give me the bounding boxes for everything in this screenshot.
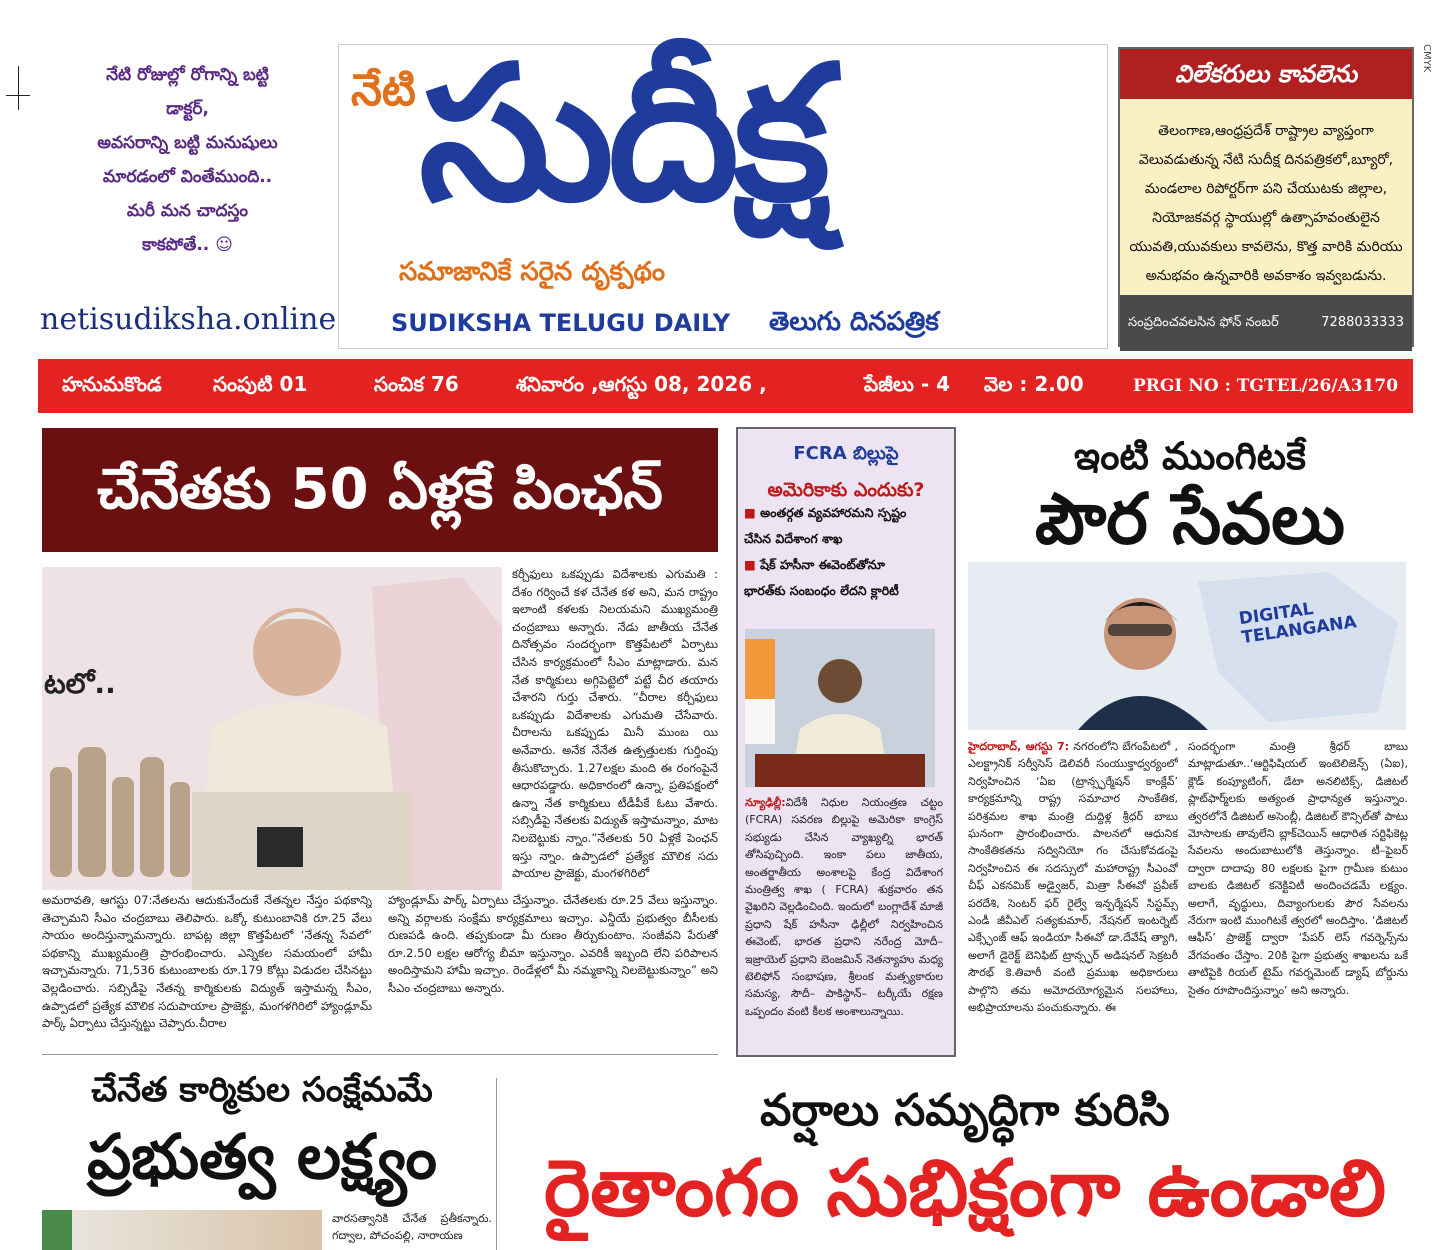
fcra-body: న్యూఢిల్లీ:విదేశీ నిధుల నియంత్రణ చట్టం (FCRA) సవరణ బిల్లుపై అమెరికా కాంగ్రెస్ సభ్యుడు చేసిన వ్యాఖ్యల్ని భారత్ తోసిపుచ్చింది. ఇంకా పలు జాతీయ, అంతర్జాతీయ అంశాలపై కేంద్ర విదేశాంగ మంత్రిత్వ శాఖ ( FCRA) శుక్రవారం తన వైఖరిని వెల్లడించింది. ఇందులో బంగ్లాదేశ్ మాజీ ప్రధాని షేక్ హసీనా ఢిల్లీలో నిర్వహించిన ఈవెంట్, భారత ప్రధాని నరేంద్ర మోదీ– ఇజ్రాయెల్ ప్రధాని బెంజమిన్ నెతన్యాహు మధ్య టెలిఫోన్ సంభాషణ, శ్రీలంక మత్స్యకారుల సమస్య, సౌదీ– పాకిస్థాన్– టర్కీయే రక్షణ ఒప్పందం వంటి కీలక అంశాలున్నాయి. [745, 796, 943, 1018]
fcra-point: చేసిన విదేశాంగ శాఖ [744, 531, 843, 546]
quote-line: అవసరాన్ని బట్టి మనుషులు [97, 133, 278, 153]
right-headline-large: పౌర సేవలు [1035, 478, 1345, 560]
right-photo [968, 562, 1406, 730]
right-column-1: హైదరాబాద్, ఆగస్టు 7: నగరంలోని బేగంపేటలో , ఎలక్ట్రానిక్ సర్వీసెస్ డెలివరీ సంయుక్తాధ్వర్యంలో నిర్వహించిన ‘ఏఐ (ట్రాన్స్ఫర్మేషన్ కాంక్లేవ్’ కార్యక్రమాన్ని రాష్ట్ర సమాచార సాంకేతిక, పరిశ్రమల శాఖ మంత్రి దుద్దిళ్ల శ్రీధర్ బాబు ఘనంగా ప్రారంభించారు. పాలనలో ఆధునిక సాంకేతికతను సద్వినియో గం చేసుకోవడంపై నిర్వహించిన ఈ సదస్సులో మహారాష్ట్ర సీఎంవో చీఫ్ ఎకనమిక్ అడ్వైజర్, మిత్రా సీఈవో ప్రవీణ్ పరదేశి, సెంటర్ ఫర్ రైల్వే ఇన్ఫర్మేషన్ సిస్టమ్స్ ఎండీ జీవీఎల్ సత్యకుమార్, నేషనల్ ఇంటర్నెట్ ఎక్స్ఛేంజ్ ఆఫ్ ఇండియా సీఈవో డా.దేవేష్ త్యాగి, అలాగే డైరెక్ట్ బెనిఫిట్ ట్రాన్స్ఫర్ అడిషనల్ సెక్రటరీ సౌరభ్ కె.తివారీ వంటి ప్రముఖ అధికారులు పాల్గొని తమ అమోదయోగ్యమైన సలహాలు, అభిప్రాయాలను పంచుకున్నారు. ఈ [968, 740, 1178, 1015]
lead-photo [42, 567, 502, 890]
fcra-title: FCRA బిల్లుపై [793, 443, 899, 464]
quote-line: కాకపోతే.. ☺ [142, 235, 233, 255]
quote-line: నేటి రోజుల్లో రోగాన్ని బట్టి [106, 65, 269, 85]
crop-mark [6, 95, 30, 96]
bar-price: వెల : 2.00 [984, 371, 1084, 396]
masthead-neti: నేటి [351, 65, 416, 116]
fcra-point: భారత్‌కు సంబంధం లేదని క్లారిటీ [744, 583, 899, 598]
right-photo-art [968, 562, 1406, 730]
ad-title: విలేకరులు కావలెను [1120, 49, 1412, 99]
digital-telangana-logo: DIGITAL TELANGANA [1237, 599, 1358, 649]
bottom-left-headline-large: ప్రభుత్వ లక్ష్యం [87, 1120, 437, 1193]
crop-mark [18, 66, 19, 110]
bar-volume: సంపుటి 01 [213, 371, 308, 396]
fcra-subtitle: అమెరికాకు ఎందుకు? [767, 479, 925, 501]
quote-line: మరీ మన చాదస్తం [126, 201, 249, 221]
right-column-2: సందర్భంగా మంత్రి శ్రీధర్ బాబు మాట్లాడుతూ..‘ఆర్టిఫిషియల్ ఇంటెలిజెన్స్ (ఏఐ), క్లౌడ్ కంప్యూటింగ్, డేటా అనలిటిక్స్, డిజిటల్ ప్లాట్‌ఫార్మ్‌లకు అత్యంత ప్రాధాన్యత ఇస్తున్నాం. త్వరలోనే డిజిటల్ అసెంబ్లీ, డిజిటల్ కౌన్సిల్‌తో పాటు మోసాలకు తావులేని బ్లాక్‌చెయిన్ ఆధారిత సర్టిఫికెట్ల సేవలను అందుబాటులోకి తెస్తున్నాం. టీ–ఫైబర్ ద్వారా దాదాపు 80 లక్షలకు పైగా గ్రామీణ కుటుం బాలకు డిజిటల్ కనెక్టివిటీ అందించడమే లక్ష్యం. అలాగే, వృద్ధులు, దివ్యాంగులకు పౌర సేవలను నేరుగా ఇంటి ముంగిటకే త్వరలో అందిస్తాం. ‘డిజిటల్ ఆఫీస్’ ప్రాజెక్ట్ ద్వారా ‘పేపర్ లెస్ గవర్నెన్స్‌ను వేగవంతం చేస్తాం. 20కి పైగా ప్రభుత్వ శాఖలను ఒకే తాటిపైకి రియల్ టైమ్ గవర్నమెంట్ డ్యాష్ బోర్డును సైతం రూపొందిస్తున్నాం’ అని అన్నారు. [1188, 740, 1408, 997]
bar-prgi: PRGI NO : TGTEL/26/A3170 [1133, 376, 1399, 396]
bottom-right-headline-large: రైతాంగం సుభిక్షంగా ఉండాలి [543, 1144, 1387, 1234]
bottom-left-headline-small: చేనేత కార్మికుల సంక్షేమమే [91, 1070, 433, 1110]
issue-info-bar [38, 359, 1413, 413]
bottom-left-body: వారసత్వానికి చేనేత ప్రతీకన్నారు. గద్వాల, పోచంపల్లి, నారాయణ [332, 1212, 492, 1242]
bar-pages: పేజీలు - 4 [864, 371, 951, 396]
lead-column-bottom: అమరావతి, ఆగస్టు 07:నేతలను ఆదుకునేందుకే నేతన్నల నేస్తం పథకాన్ని తెచ్చామని సీఎం చంద్రబాబు తెలిపారు. ఒక్కో కుటుంబానికి రూ.25 వేలు సాయం అందిస్తున్నామన్నారు. బాపట్ల జిల్లా కొత్తపేటలో ‘నేతన్న సేవలో’ పథకాన్ని ముఖ్యమంత్రి ప్రారంభించారు. ఎన్నికల సమయంలో హామీ ఇచ్చామన్నారు. 71,536 కుటుంబాలకు రూ.179 కోట్లు విడుదల చేసినట్టు వెల్లడించారు. సబ్సిడీపై నేతన్న కార్మికులకు విద్యుత్ ఇస్తామన్న సీఎం, ఉప్పాడలో ప్రత్యేక మౌలిక సదుపాయాల ప్రాజెక్టు, మంగళగిరిలో హ్యాండ్లూమ్ పార్క్ ఏర్పాటు చేస్తున్నట్టు చెప్పారు.చీరాల [42, 893, 372, 1031]
bar-issue: సంచిక 76 [374, 371, 459, 396]
bar-city: హనుమకొండ [62, 371, 162, 396]
fcra-dateline: న్యూఢిల్లీ: [745, 796, 786, 809]
quote-line: మారడంలో వింతేముంది.. [102, 167, 273, 187]
lead-column-right: కర్చీఫులు ఒకప్పుడు విదేశాలకు ఎగుమతి : దేశం గర్వించే కళ చేనేత కళ అని, మన రాష్ట్రం ఇలాంటి కళలకు నిలయమని ముఖ్యమంత్రి చంద్రబాబు అన్నారు. నేడు జాతీయ చేనేత దినోత్సవం సందర్భంగా కొత్తపేటలో ఏర్పాటు చేసిన కార్యక్రమంలో సీఎం మాట్లాడారు. మన నేత కార్మికులు అగ్గిపెట్టెలో పట్టే చీర తయారు చేశారని గుర్తు చేశారు. “చీరాల కర్చీఫులు ఒకప్పుడు విదేశాలకు ఎగుమతి చేసేవారు. చీరాలను ఒకప్పుడు మినీ ముంబ యి అనేవారు. అనేక నేనేత ఉత్పత్తులకు గుర్తింపు తీసుకొచ్చారు. 1.27లక్షల మంది ఈ రంగంపైనే ఆధారపడ్డారు. అధికారంలో ఉన్నా, ప్రతిపక్షంలో ఉన్నా నేత కార్మికులు టీడీపీకే ఓటు వేశారు. సబ్సిడీపై నేతలకు విద్యుత్ ఇస్తామన్నాం, మాట నిలబెట్టుకు న్నాం.”నేతలకు 50 ఏళ్లకే పెంఛన్ ఇస్తు న్నాం. ఉప్పాడలో ప్రత్యేక మౌలిక సదు పాయాల ప్రాజెక్టు, మంగళగిరిలో [512, 567, 718, 881]
masthead-tagline: సమాజానికే సరైన దృక్పథం [399, 257, 666, 287]
face-icon: ☺ [215, 235, 233, 255]
ad-body: తెలంగాణ,ఆంధ్రప్రదేశ్ రాష్ట్రాల వ్యాప్తంగా వెలువడుతున్న నేటి సుదీక్ష దినపత్రికలో,బ్యూరో, మండలాల రిపోర్టర్‌గా పని చేయుటకు జిల్లాల, నియోజకవర్గ స్థాయుల్లో ఉత్సాహవంతులైన యువతి,యువకులు కావలెను, కొత్త వారికి మరియు అనుభవం ఉన్నవారికి అవకాశం ఇవ్వబడును. [1120, 99, 1412, 295]
fcra-photo [745, 629, 935, 787]
bottom-left-photo [42, 1210, 322, 1250]
bottom-right-headline-small: వర్షాలు సమృద్ధిగా కురిసి [760, 1085, 1170, 1136]
cmyk-mark: CMYK [1421, 44, 1432, 73]
quote-line: డాక్టర్, [166, 99, 209, 119]
ad-footer [1120, 295, 1412, 351]
lead-column-bottom-2: హ్యాండ్లూమ్ పార్క్ ఏర్పాటు చేస్తున్నాం. చేనేతలకు రూ.25 వేలు ఇస్తున్నాం. అన్ని వర్గాలకు సంక్షేమ కార్యక్రమాలు ఇచ్చాం. ఎన్డీయే ప్రభుత్వం బీసీలకు రుణపడి ఉంది. తప్పకుండా మీ రుణం తీర్చుకుంటాం. సంజీవని పేరుతో రూ.2.50 లక్షల ఆరోగ్య బీమా ఇస్తున్నాం. ఎవరికీ ఇబ్బంది లేని పరిపాలన అందిస్తామని హామీ ఇచ్చాం. రెండేళ్లలో మీ నమ్మకాన్ని నిలబెట్టుకున్నాం” అని సీఎం చంద్రబాబు అన్నారు. [388, 893, 718, 995]
column-divider [496, 1078, 497, 1250]
masthead-telugu-daily: తెలుగు దినపత్రిక [769, 307, 939, 337]
masthead-logo: సుదీక్ష [419, 25, 825, 242]
fcra-point: ■ షేక్ హసీనా ఈవెంట్‌తోనూ [744, 557, 885, 572]
bar-date: శనివారం ,ఆగస్టు 08, 2026 , [516, 371, 767, 396]
right-headline-small: ఇంటి ముంగిటకే [1074, 434, 1306, 478]
fcra-photo-art [745, 629, 935, 787]
fcra-point: ■ అంతర్గత వ్యవహారమని స్పష్టం [744, 505, 907, 520]
lead-photo-art [42, 567, 502, 890]
quote-block [40, 58, 335, 262]
reporters-wanted-ad [1118, 47, 1414, 347]
ad-phone: 7288033333 [1321, 315, 1404, 330]
ad-contact-label: సంప్రదించవలసిన ఫోన్ నంబర్ [1128, 315, 1279, 330]
masthead [338, 25, 1108, 349]
lead-photo-caption: టలో.. [44, 667, 116, 700]
section-divider [42, 1054, 718, 1055]
website-url[interactable]: netisudiksha.online [40, 302, 337, 337]
lead-headline: చేనేతకు 50 ఏళ్లకే పింఛన్ [42, 428, 718, 552]
right-dateline: హైదరాబాద్, ఆగస్టు 7: [968, 740, 1070, 753]
masthead-english: SUDIKSHA TELUGU DAILY [391, 309, 731, 337]
